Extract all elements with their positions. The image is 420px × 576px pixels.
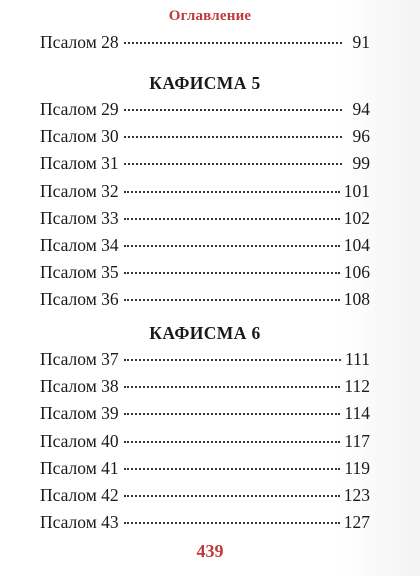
- dot-leader: [124, 495, 340, 497]
- toc-entry-page: 102: [343, 207, 370, 228]
- toc-entry-label: Псалом 42: [40, 484, 119, 505]
- toc-entry: [40, 126, 370, 153]
- toc-entry-label: Псалом 28: [40, 32, 119, 52]
- page-header-title: Оглавление: [168, 8, 252, 24]
- toc-entry: [40, 512, 370, 539]
- toc-entry: [40, 208, 370, 235]
- toc-entry: [40, 376, 370, 403]
- toc-entry-label: Псалом 35: [40, 262, 119, 283]
- toc-entry-label: Псалом 37: [40, 349, 119, 369]
- dot-leader: [124, 359, 341, 361]
- section-heading: КАФИСМА 6: [149, 323, 261, 343]
- toc-entry-page: 91: [352, 32, 370, 52]
- toc-entry-page: 108: [343, 289, 370, 310]
- dot-leader: [124, 136, 342, 138]
- toc-entry-page: 119: [344, 457, 370, 478]
- dot-leader: [124, 468, 341, 470]
- toc-entry: [40, 431, 370, 458]
- toc-entry-label: Псалом 33: [40, 207, 119, 228]
- dot-leader: [124, 245, 340, 247]
- dot-leader: [124, 218, 340, 220]
- dot-leader: [124, 413, 341, 415]
- toc-section-kathisma-6: [40, 323, 370, 539]
- toc-entry-page: 99: [352, 153, 370, 174]
- toc-entry: [40, 262, 370, 289]
- toc-entry-label: Псалом 29: [40, 99, 119, 119]
- toc-entry: [40, 458, 370, 485]
- toc-section-kathisma-5: [40, 73, 370, 317]
- toc-entry-label: Псалом 41: [40, 457, 119, 478]
- toc-entry: [40, 289, 370, 316]
- toc-entry-page: 123: [343, 484, 370, 505]
- toc-entry-page: 94: [352, 99, 370, 119]
- toc-entry-label: Псалом 39: [40, 403, 119, 424]
- dot-leader: [124, 163, 342, 165]
- toc-entry: [40, 403, 370, 430]
- dot-leader: [124, 441, 341, 443]
- toc-entry-page: 127: [343, 512, 370, 533]
- page-number: 439: [196, 541, 224, 561]
- toc-entry-page: 114: [344, 403, 370, 424]
- toc-entry: [40, 235, 370, 262]
- toc-entry-page: 101: [343, 180, 370, 201]
- toc-entry-page: 117: [344, 430, 370, 451]
- dot-leader: [124, 386, 341, 388]
- toc-entry-label: Псалом 40: [40, 430, 119, 451]
- toc-entry-label: Псалом 38: [40, 376, 119, 397]
- toc-entry: [40, 32, 370, 59]
- section-heading: КАФИСМА 5: [149, 73, 261, 93]
- dot-leader: [124, 522, 340, 524]
- toc-entry: [40, 99, 370, 126]
- dot-leader: [124, 42, 342, 44]
- toc-entry-page: 111: [345, 349, 370, 369]
- toc-block-top: [40, 32, 370, 59]
- toc-entry: [40, 181, 370, 208]
- toc-entry-page: 96: [352, 126, 370, 147]
- toc-entry-label: Псалом 34: [40, 234, 119, 255]
- toc-entry: [40, 153, 370, 180]
- toc-entry-label: Псалом 31: [40, 153, 119, 174]
- dot-leader: [124, 272, 340, 274]
- toc-entry-label: Псалом 36: [40, 289, 119, 310]
- dot-leader: [124, 109, 342, 111]
- toc-entry-label: Псалом 30: [40, 126, 119, 147]
- dot-leader: [124, 191, 340, 193]
- toc-entry-page: 112: [344, 376, 370, 397]
- toc-entry-page: 104: [343, 234, 370, 255]
- toc-entry-label: Псалом 32: [40, 180, 119, 201]
- dot-leader: [124, 299, 340, 301]
- toc-entry-label: Псалом 43: [40, 512, 119, 533]
- toc-entry-page: 106: [343, 262, 370, 283]
- toc-entry: [40, 349, 370, 376]
- toc-entry: [40, 485, 370, 512]
